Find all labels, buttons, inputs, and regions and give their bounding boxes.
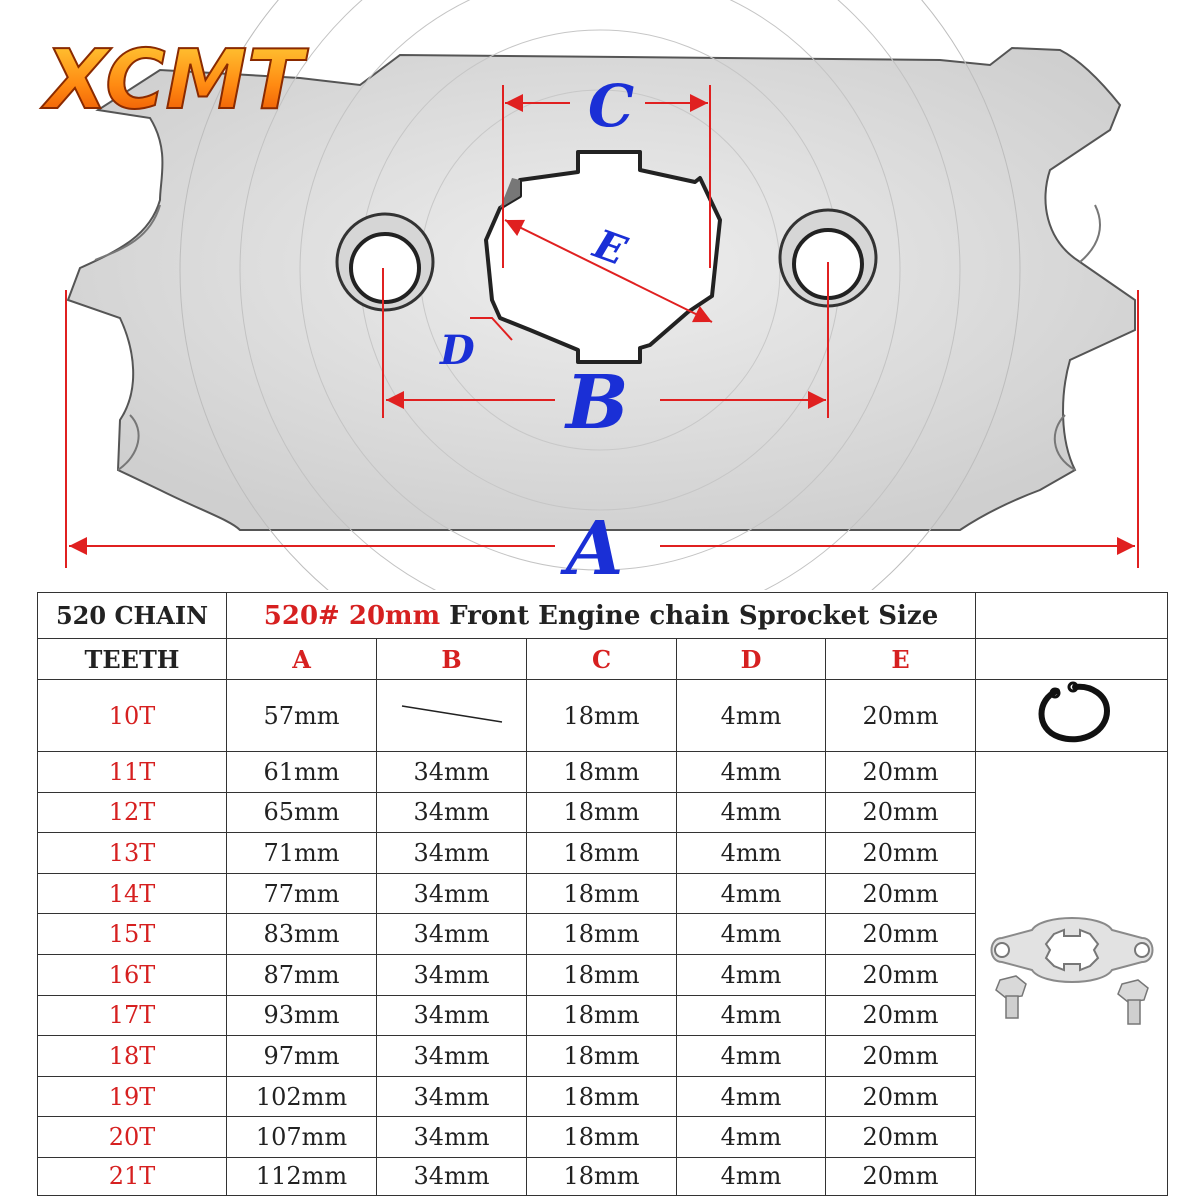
cell-teeth: 10T <box>38 680 227 752</box>
column-header-empty <box>976 639 1168 680</box>
cell-a: 83mm <box>227 914 377 955</box>
cell-d: 4mm <box>677 1117 826 1158</box>
cell-c: 18mm <box>527 873 677 914</box>
cell-b: 34mm <box>377 995 527 1036</box>
cell-b: 34mm <box>377 792 527 833</box>
cell-b: 34mm <box>377 833 527 874</box>
cell-a: 93mm <box>227 995 377 1036</box>
cell-d: 4mm <box>677 954 826 995</box>
cell-c: 18mm <box>527 914 677 955</box>
cell-c: 18mm <box>527 792 677 833</box>
cell-teeth: 15T <box>38 914 227 955</box>
dimension-label-c: C <box>588 72 635 140</box>
cell-a: 87mm <box>227 954 377 995</box>
cell-e: 20mm <box>826 1076 976 1117</box>
dimension-label-a: A <box>566 506 624 590</box>
cell-c: 18mm <box>527 1117 677 1158</box>
cell-c: 18mm <box>527 1036 677 1077</box>
cell-a: 61mm <box>227 752 377 793</box>
cell-b: 34mm <box>377 752 527 793</box>
cell-e: 20mm <box>826 792 976 833</box>
cell-teeth: 11T <box>38 752 227 793</box>
column-header-b: B <box>377 639 527 680</box>
cell-teeth: 20T <box>38 1117 227 1158</box>
cell-c: 18mm <box>527 954 677 995</box>
circlip-cell <box>976 680 1168 752</box>
brand-logo: XCMT <box>45 33 304 128</box>
cell-e: 20mm <box>826 833 976 874</box>
column-header-d: D <box>677 639 826 680</box>
cell-d: 4mm <box>677 914 826 955</box>
header-teeth-cell: TEETH <box>38 639 227 680</box>
column-header-a: A <box>227 639 377 680</box>
cell-d: 4mm <box>677 1076 826 1117</box>
sprocket-size-table <box>37 592 1168 1196</box>
cell-a: 71mm <box>227 833 377 874</box>
cell-b: 34mm <box>377 1076 527 1117</box>
cell-d: 4mm <box>677 680 826 752</box>
cell-d: 4mm <box>677 873 826 914</box>
table-header-row <box>38 593 1168 639</box>
dimension-label-d: D <box>440 327 475 374</box>
cell-a: 107mm <box>227 1117 377 1158</box>
header-chain-cell: 520 CHAIN <box>38 593 227 639</box>
cell-e: 20mm <box>826 914 976 955</box>
cell-d: 4mm <box>677 1157 826 1195</box>
table-row <box>38 752 1168 793</box>
dimension-label-b: B <box>566 360 629 446</box>
title-highlight: 520# 20mm <box>263 600 441 631</box>
cell-a: 97mm <box>227 1036 377 1077</box>
cell-a: 57mm <box>227 680 377 752</box>
cell-e: 20mm <box>826 954 976 995</box>
title-rest: Front Engine chain Sprocket Size <box>440 600 939 631</box>
cell-a: 102mm <box>227 1076 377 1117</box>
cell-a: 112mm <box>227 1157 377 1195</box>
cell-b: 34mm <box>377 914 527 955</box>
cell-b-not-applicable <box>377 680 527 752</box>
circlip-icon <box>1027 681 1117 745</box>
cell-c: 18mm <box>527 680 677 752</box>
table-row <box>38 680 1168 752</box>
cell-a: 65mm <box>227 792 377 833</box>
cell-d: 4mm <box>677 792 826 833</box>
cell-b: 34mm <box>377 1157 527 1195</box>
cell-b: 34mm <box>377 873 527 914</box>
cell-e: 20mm <box>826 1117 976 1158</box>
cell-d: 4mm <box>677 995 826 1036</box>
cell-a: 77mm <box>227 873 377 914</box>
dimension-label-e: E <box>587 220 633 275</box>
cell-c: 18mm <box>527 1076 677 1117</box>
diagonal-dash-icon <box>397 698 507 728</box>
lock-plate-cell <box>976 752 1168 1196</box>
cell-c: 18mm <box>527 752 677 793</box>
cell-e: 20mm <box>826 680 976 752</box>
cell-e: 20mm <box>826 1157 976 1195</box>
cell-teeth: 21T <box>38 1157 227 1195</box>
lock-plate-with-bolts-icon <box>982 900 1162 1040</box>
cell-e: 20mm <box>826 873 976 914</box>
cell-teeth: 12T <box>38 792 227 833</box>
cell-b: 34mm <box>377 954 527 995</box>
cell-d: 4mm <box>677 752 826 793</box>
cell-e: 20mm <box>826 995 976 1036</box>
bolt-hole-left <box>337 214 433 310</box>
header-empty-cell <box>976 593 1168 639</box>
cell-b: 34mm <box>377 1036 527 1077</box>
column-header-e: E <box>826 639 976 680</box>
cell-c: 18mm <box>527 1157 677 1195</box>
cell-e: 20mm <box>826 752 976 793</box>
cell-b: 34mm <box>377 1117 527 1158</box>
cell-c: 18mm <box>527 995 677 1036</box>
cell-teeth: 19T <box>38 1076 227 1117</box>
cell-d: 4mm <box>677 1036 826 1077</box>
cell-teeth: 16T <box>38 954 227 995</box>
cell-c: 18mm <box>527 833 677 874</box>
cell-teeth: 17T <box>38 995 227 1036</box>
column-header-c: C <box>527 639 677 680</box>
cell-d: 4mm <box>677 833 826 874</box>
cell-teeth: 14T <box>38 873 227 914</box>
cell-teeth: 18T <box>38 1036 227 1077</box>
table-title-cell <box>227 593 976 639</box>
table-column-header-row <box>38 639 1168 680</box>
sprocket-diagram <box>0 0 1200 590</box>
cell-e: 20mm <box>826 1036 976 1077</box>
cell-teeth: 13T <box>38 833 227 874</box>
